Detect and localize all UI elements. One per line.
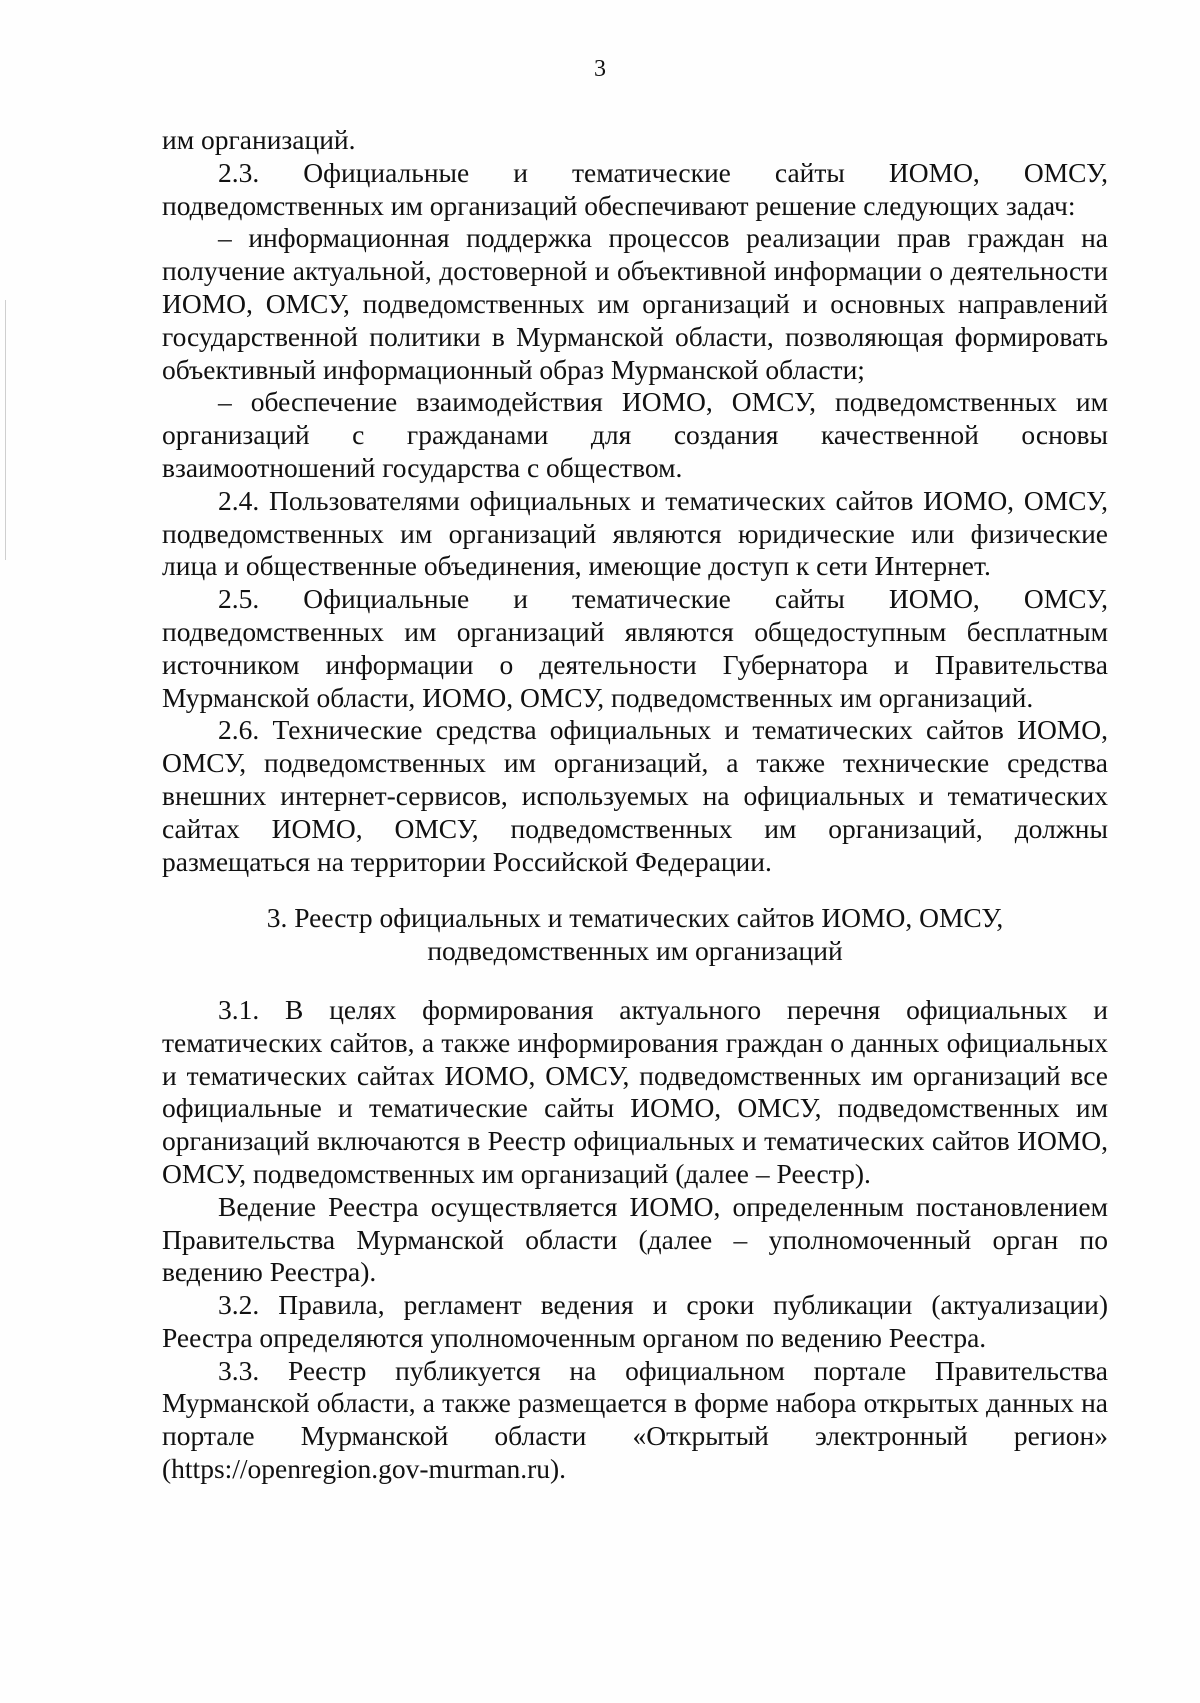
paragraph-continuation: им организаций.	[162, 124, 356, 155]
paragraph-2-5: 2.5. Официальные и тематические сайты ИОМО, ОМСУ, подведомственных им организаций являются общедоступным бесплатным источником информации о деятельности Губернатора и Правительства Мурманской области, ИОМО, ОМСУ, подведомственных им организаций.	[162, 583, 1108, 713]
paragraph-2-4: 2.4. Пользователями официальных и тематических сайтов ИОМО, ОМСУ, подведомственных им организаций являются юридические или физические лица и общественные объединения, имеющие доступ к сети Интернет.	[162, 484, 1108, 582]
paragraph-2-6: 2.6. Технические средства официальных и тематических сайтов ИОМО, ОМСУ, подведомственных им организаций, а также технические средства внешних интернет-сервисов, используемых на официальных и тематических сайтах ИОМО, ОМСУ, подведомственных им организаций, должны размещаться на территории Российской Федерации.	[162, 714, 1108, 877]
paragraph-3-2: 3.2. Правила, регламент ведения и сроки публикации (актуализации) Реестра определяются уполномоченным органом по ведению Реестра.	[162, 1289, 1108, 1353]
section-heading	[162, 902, 1108, 968]
paragraph-3-1: 3.1. В целях формирования актуального перечня официальных и тематических сайтов, а также информирования граждан о данных официальных и тематических сайтах ИОМО, ОМСУ, подведомственных им организаций все официальные и тематические сайты ИОМО, ОМСУ, подведомственных им организаций включаются в Реестр официальных и тематических сайтов ИОМО, ОМСУ, подведомственных им организаций (далее – Реестр).	[162, 993, 1108, 1189]
page-number: 3	[594, 56, 606, 82]
scan-edge-mark	[5, 300, 6, 560]
paragraph-2-3: 2.3. Официальные и тематические сайты ИОМО, ОМСУ, подведомственных им организаций обеспечивают решение следующих задач:	[162, 156, 1108, 221]
list-item-interaction: – обеспечение взаимодействия ИОМО, ОМСУ, подведомственных им организаций с гражданами для создания качественной основы взаимоотношений государства с обществом.	[162, 386, 1108, 483]
document-body	[162, 124, 1108, 1486]
list-item-information-support: – информационная поддержка процессов реализации прав граждан на получение актуальной, достоверной и объективной информации о деятельности ИОМО, ОМСУ, подведомственных им организаций и основных направлений государственной политики в Мурманской области, позволяющая формировать объективный информационный образ Мурманской области;	[162, 222, 1108, 385]
section-heading-line-2: подведомственных им организаций	[427, 935, 843, 967]
paragraph-registry-maintenance: Ведение Реестра осуществляется ИОМО, определенным постановлением Правительства Мурманской области (далее – уполномоченный орган по ведению Реестра).	[162, 1190, 1108, 1288]
paragraph-3-3: 3.3. Реестр публикуется на официальном портале Правительства Мурманской области, а также размещается в форме набора открытых данных на портале Мурманской области «Открытый электронный регион» (https://openregion.gov-murman.ru).	[162, 1354, 1108, 1485]
section-heading-line-1: 3. Реестр официальных и тематических сайтов ИОМО, ОМСУ,	[266, 902, 1004, 934]
